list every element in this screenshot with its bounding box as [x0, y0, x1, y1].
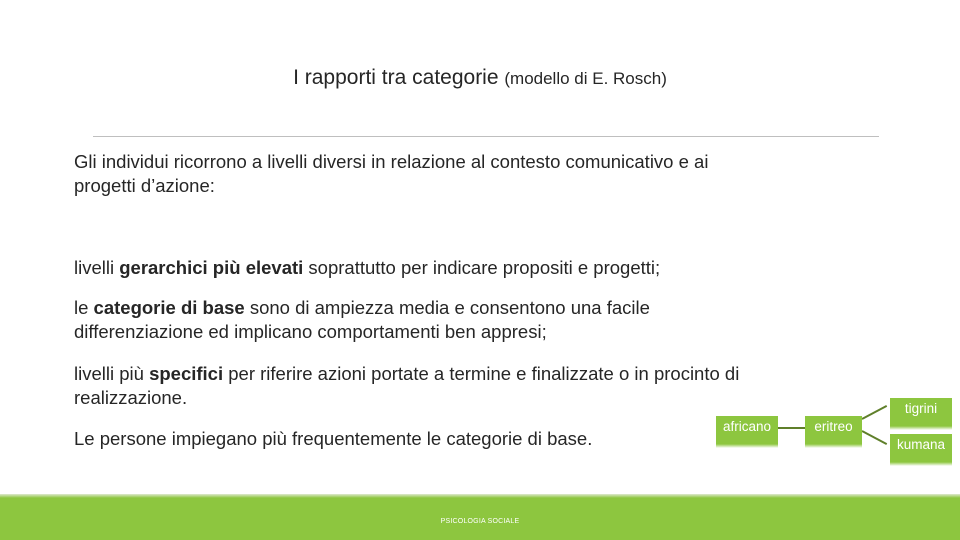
- intro-paragraph: [74, 150, 708, 198]
- node-kumana: kumana: [890, 434, 952, 462]
- p3-text-a: livelli più: [74, 363, 150, 384]
- p2-line-2: differenziazione ed implicano comportamenti ben appresi;: [74, 321, 547, 342]
- intro-line-2: progetti d’azione:: [74, 175, 215, 196]
- title-divider: [93, 136, 879, 137]
- footer-label: PSICOLOGIA SOCIALE: [440, 518, 520, 525]
- p2-bold: categorie di base: [93, 297, 245, 318]
- connector-eritreo-tigrini: [862, 405, 888, 420]
- node-africano: africano: [716, 416, 778, 444]
- node-tigrini: tigrini: [890, 398, 952, 426]
- connector-africano-eritreo: [778, 427, 805, 429]
- p2-text-c: sono di ampiezza media e consentono una facile: [244, 297, 650, 318]
- p3-text-c: per riferire azioni portate a termine e finalizzate o in procinto di: [223, 363, 740, 384]
- p2-text-a: le: [74, 297, 94, 318]
- intro-line-1: Gli individui ricorrono a livelli diversi in relazione al contesto comunicativo e ai: [74, 151, 709, 172]
- paragraph-conclusion: Le persone impiegano più frequentemente le categorie di base.: [74, 428, 593, 449]
- node-eritreo: eritreo: [805, 416, 862, 444]
- p1-text-a: livelli: [74, 257, 120, 278]
- p1-bold: gerarchici più elevati: [119, 257, 304, 278]
- title-sub: (modello di E. Rosch): [504, 69, 667, 88]
- p3-line-2: realizzazione.: [74, 387, 188, 408]
- p3-bold: specifici: [149, 363, 224, 384]
- connector-eritreo-kumana: [862, 430, 888, 445]
- paragraph-higher-levels: [74, 256, 660, 280]
- paragraph-specific-levels: [74, 362, 739, 410]
- paragraph-basic-categories: [74, 296, 650, 344]
- slide-title: [0, 66, 960, 90]
- p1-text-c: soprattutto per indicare propositi e progetti;: [303, 257, 661, 278]
- title-main: I rapporti tra categorie: [293, 66, 499, 89]
